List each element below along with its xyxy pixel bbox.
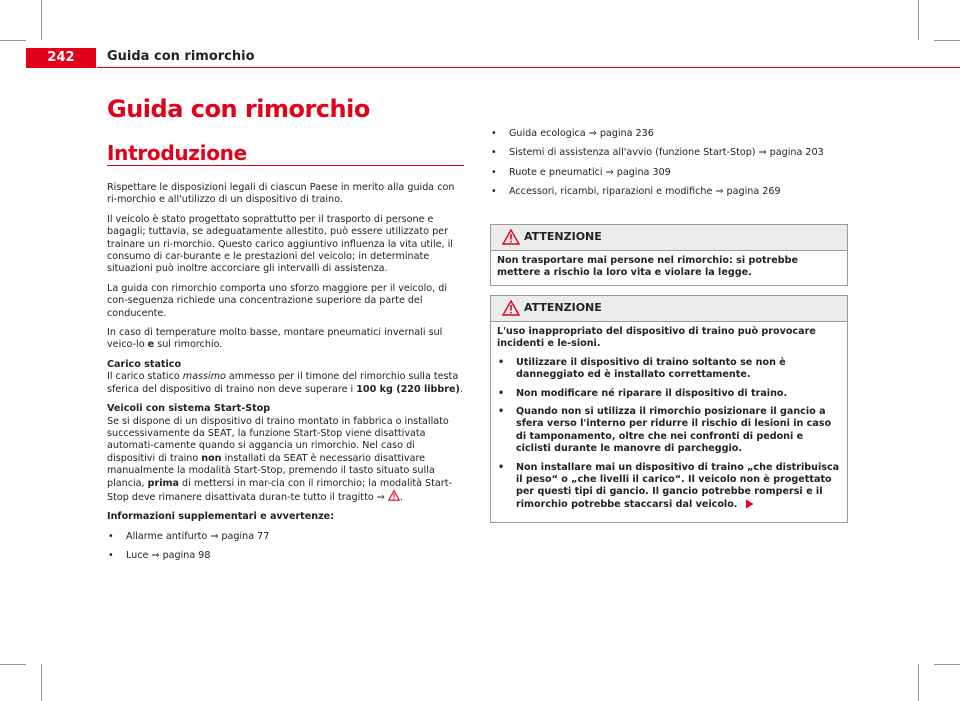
subheading: Informazioni supplementari e avvertenze:: [107, 511, 335, 523]
paragraph: La guida con rimorchio comporta uno sforzo maggiore per il veicolo, di con-seguenza richiede una concentrazione superiore da parte del conducente.: [107, 282, 447, 319]
text: Se si dispone di un dispositivo di traino montato in fabbrica o installato successivamente da SEAT, la funzione Start-Stop viene disattivata automati-camente quando si aggancia un rimorchio. Nel caso di dispositivi di traino: [107, 415, 449, 464]
paragraph: [107, 327, 465, 352]
section-rule: [107, 165, 464, 166]
crop-mark: [918, 664, 919, 701]
list-item[interactable]: • Allarme antifurto ⇒ pagina 77: [107, 531, 465, 543]
warning-header: [491, 225, 847, 251]
emphasis: 100 kg (220 libbre): [356, 383, 460, 395]
emphasis: prima: [147, 477, 179, 489]
crop-mark: [934, 664, 960, 665]
subheading: Carico statico: [107, 358, 182, 370]
warning-triangle-icon: [502, 300, 520, 316]
emphasis: massimo: [182, 371, 226, 383]
paragraph: [107, 371, 465, 396]
text: .: [459, 383, 463, 395]
header-rule: [97, 67, 960, 68]
warning-body: [491, 251, 847, 285]
running-header: Guida con rimorchio: [107, 49, 255, 64]
text: sul rimorchio.: [154, 339, 223, 351]
warning-list-item: [497, 462, 841, 512]
list-item[interactable]: • Accessori, ricambi, riparazioni e modifiche ⇒ pagina 269: [490, 186, 850, 198]
crop-mark: [41, 664, 42, 701]
warning-text: Non trasportare mai persone nel rimorchio: si potrebbe mettere a rischio la loro vita e violare la legge.: [497, 255, 799, 279]
list-item[interactable]: • Sistemi di assistenza all'avvio (funzione Start-Stop) ⇒ pagina 203: [490, 147, 850, 159]
left-column: [107, 182, 465, 570]
warning-box: [490, 224, 848, 286]
text: di mettersi in mar-cia con il rimorchio; la modalità Start-Stop deve rimanere disattivata duran-te tutto il tragitto ⇒: [107, 477, 452, 503]
text: installati da SEAT è necessario disattivare manualmente la modalità Start-Stop, premendo il tasto situato sulla plancia,: [107, 452, 435, 489]
crop-mark: [934, 40, 960, 41]
emphasis: e: [147, 339, 155, 351]
list-item[interactable]: • Ruote e pneumatici ⇒ pagina 309: [490, 167, 850, 179]
warning-box: [490, 295, 848, 523]
warning-text: L'uso inappropriato del dispositivo di traino può provocare incidenti e le-sioni.: [497, 326, 816, 350]
paragraph: [107, 416, 465, 505]
subheading: Veicoli con sistema Start-Stop: [107, 403, 271, 415]
warning-triangle-icon[interactable]: [388, 490, 400, 501]
crop-mark: [0, 40, 26, 41]
right-column-list: [490, 128, 850, 206]
warning-title: ATTENZIONE: [524, 230, 602, 243]
crop-mark: [0, 664, 26, 665]
crop-mark: [918, 0, 919, 40]
warning-list-item: • Utilizzare il dispositivo di traino soltanto se non è danneggiato ed è installato correttamente.: [497, 357, 841, 382]
list-item[interactable]: • Guida ecologica ⇒ pagina 236: [490, 128, 850, 140]
text: ammesso per il timone del rimorchio sulla testa sferica del dispositivo di traino non deve superare i: [107, 371, 459, 395]
warning-title: ATTENZIONE: [524, 301, 602, 314]
warning-header: [491, 296, 847, 322]
warning-list-item: • Quando non si utilizza il rimorchio posizionare il gancio a sfera verso l'interno per ridurre il rischio di lesioni in caso di tamponamento, oltre che nei confronti di pedoni e ciclisti durante le manovre di parcheggio.: [497, 406, 841, 456]
list-item[interactable]: • Luce ⇒ pagina 98: [107, 550, 465, 562]
continue-arrow-icon: [745, 499, 754, 509]
warning-triangle-icon: [502, 229, 520, 245]
paragraph: Il veicolo è stato progettato soprattutto per il trasporto di persone e bagagli; tuttavia, se adeguatamente allestito, può essere utilizzato per trainare un ri-morchio. Questo carico aggiuntivo influenza la vita utile, il consumo di car-burante e le prestazioni del veicolo; in determinate situazioni può inoltre accorciare gli intervalli di assistenza.: [107, 213, 453, 275]
section-title: Introduzione: [107, 141, 247, 165]
emphasis: non: [201, 452, 222, 464]
paragraph: Rispettare le disposizioni legali di ciascun Paese in merito alla guida con ri-morchio e all'utilizzo di un dispositivo di traino.: [107, 182, 455, 206]
page-number: 242: [26, 48, 96, 68]
text: .: [399, 491, 403, 503]
warning-text: Non installare mai un dispositivo di traino „che distribuisca il peso“ o „che livelli il carico“. Il veicolo non è progettato per questi tipi di gancio. Il gancio potrebbe rompersi e il rimorchio potrebbe staccarsi dal veicolo.: [516, 461, 840, 510]
chapter-title: Guida con rimorchio: [107, 95, 370, 123]
text: Il carico statico: [107, 371, 183, 383]
crop-mark: [41, 0, 42, 40]
text: In caso di temperature molto basse, montare pneumatici invernali sul veico-lo: [107, 327, 443, 351]
warning-list-item: • Non modificare né riparare il dispositivo di traino.: [497, 388, 841, 400]
warning-body: [491, 322, 847, 522]
